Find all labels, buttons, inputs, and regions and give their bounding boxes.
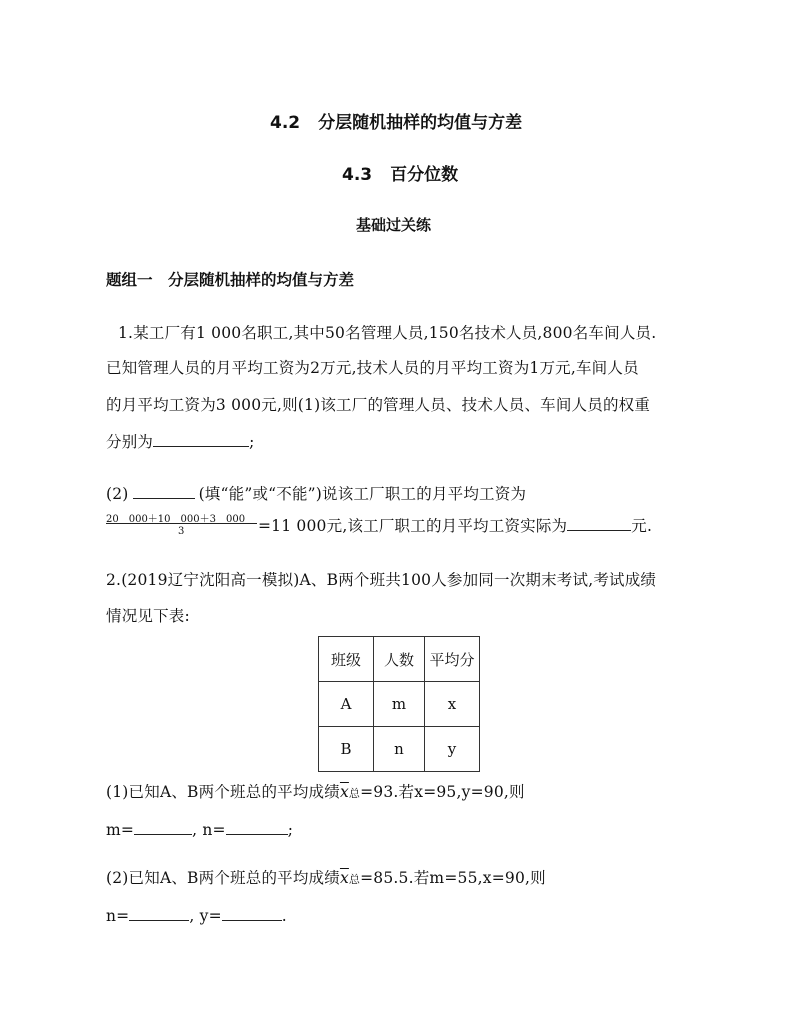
table-cell: B	[319, 727, 374, 772]
table-row	[319, 727, 480, 772]
table-cell: y	[425, 727, 480, 772]
q2-n2-blank[interactable]	[129, 906, 189, 921]
title-4-3-number: 4.3	[342, 165, 373, 185]
q2-m-blank[interactable]	[134, 820, 192, 835]
q2-m-label: m=	[106, 821, 135, 839]
table-header-cell: 班级	[319, 637, 374, 682]
q1-line1: 1.某工厂有1 000名职工,其中50名管理人员,150名技术人员,800名车间人员.	[118, 324, 657, 342]
q1-actual-wage-blank[interactable]	[567, 516, 631, 531]
q2-line2: 情况见下表:	[106, 607, 190, 625]
q2-y-blank[interactable]	[222, 906, 282, 921]
q1-line2: 已知管理人员的月平均工资为2万元,技术人员的月平均工资为1万元,车间人员	[106, 359, 639, 377]
q2-n-label: , n=	[192, 821, 226, 839]
q2-part2-end: .	[281, 907, 287, 925]
q1-line5-text: (填“能”或“不能”)说该工厂职工的月平均工资为	[198, 485, 527, 503]
table-header-row	[319, 637, 480, 682]
q1-line4	[106, 430, 255, 452]
q2-part2-answers	[106, 906, 287, 925]
title-4-3	[342, 160, 458, 185]
q1-line5	[106, 482, 526, 504]
total-subscript: 总	[348, 787, 361, 800]
title-4-3-text: 百分位数	[390, 165, 459, 185]
q1-fraction-denominator: 3	[178, 526, 185, 537]
q2-part1-end: ;	[287, 821, 294, 839]
xbar-symbol: $\overline{x}$	[339, 783, 349, 801]
group-heading: 题组一 分层随机抽样的均值与方差	[106, 271, 355, 289]
total-subscript: 总	[348, 873, 361, 886]
q1-can-blank[interactable]	[133, 484, 195, 499]
q2-n-blank[interactable]	[226, 820, 288, 835]
q1-fraction-numerator: 20 000＋10 000＋3 000	[106, 514, 246, 525]
q1-line6	[258, 514, 652, 536]
section-heading: 基础过关练	[356, 216, 432, 234]
q2-part2-text: (2)已知A、B两个班总的平均成绩	[106, 869, 340, 887]
q1-weights-blank[interactable]	[153, 432, 249, 447]
q1-line6-end: 元.	[631, 517, 653, 535]
table-cell: x	[425, 682, 480, 727]
table-cell: n	[374, 727, 425, 772]
q2-n2-label: n=	[106, 907, 130, 925]
table-row	[319, 682, 480, 727]
table-cell: A	[319, 682, 374, 727]
q2-part1-answers	[106, 820, 293, 839]
q2-part1-text: (1)已知A、B两个班总的平均成绩	[106, 783, 340, 801]
score-table	[318, 636, 480, 772]
q1-line4-text: 分别为	[106, 433, 154, 451]
title-4-2	[270, 108, 522, 133]
title-4-2-number: 4.2	[270, 113, 301, 133]
table-cell: m	[374, 682, 425, 727]
q1-line6-text: =11 000元,该工厂职工的月平均工资实际为	[258, 517, 568, 535]
q2-part2-condition: =85.5.若m=55,x=90,则	[360, 869, 546, 887]
q1-line3: 的月平均工资为3 000元,则(1)该工厂的管理人员、技术人员、车间人员的权重	[106, 396, 651, 414]
xbar-symbol: $\overline{x}$	[339, 869, 349, 887]
table-header-cell: 平均分	[425, 637, 480, 682]
q1-fraction-bar	[106, 523, 257, 524]
q1-line4-end: ;	[249, 433, 255, 451]
q2-y-label: , y=	[189, 907, 222, 925]
q1-line5-prefix: (2)	[106, 485, 129, 503]
table-header-cell: 人数	[374, 637, 425, 682]
q2-part1-condition: =93.若x=95,y=90,则	[360, 783, 525, 801]
q2-part1	[106, 780, 525, 802]
q2-line1: 2.(2019辽宁沈阳高一模拟)A、B两个班共100人参加同一次期末考试,考试成绩	[106, 571, 657, 589]
title-4-2-text: 分层随机抽样的均值与方差	[318, 113, 523, 133]
q2-part2	[106, 866, 546, 888]
